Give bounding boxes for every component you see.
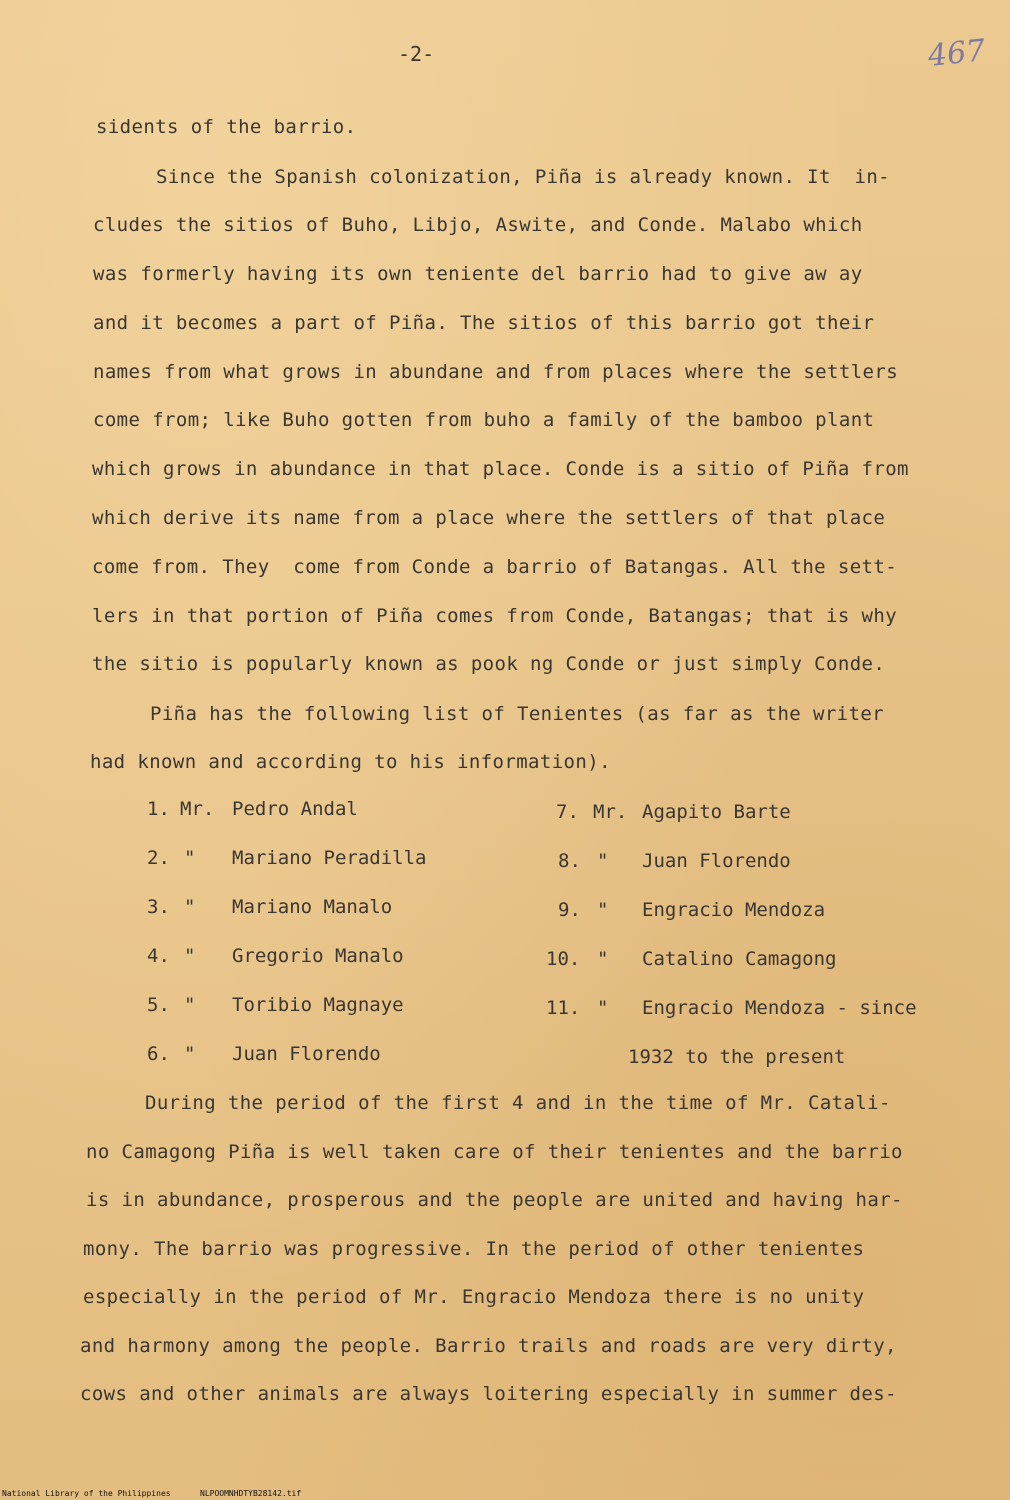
text-line: mony. The barrio was progressive. In the period of other tenientes (83, 1238, 865, 1260)
teniente-name: Mariano Manalo (232, 896, 393, 918)
teniente-number: 9. (558, 899, 581, 921)
text-line: which grows in abundance in that place. Conde is a sitio of Piña from (92, 458, 909, 480)
teniente-number: 1. (147, 798, 170, 820)
footer-institution: National Library of the Philippines (2, 1489, 171, 1498)
teniente-number: 11. (546, 997, 581, 1019)
teniente-title: " (184, 1043, 196, 1065)
footer-file-id: NLPOOMNHDTYB28142.tif (200, 1489, 302, 1498)
text-line: come from; like Buho gotten from buho a family of the bamboo plant (93, 409, 875, 431)
teniente-title: " (184, 896, 196, 918)
text-line: no Camagong Piña is well taken care of their tenientes and the barrio (86, 1141, 903, 1163)
text-line: which derive its name from a place where the settlers of that place (92, 507, 886, 529)
teniente-name: Engracio Mendoza (642, 899, 826, 921)
text-line: sidents of the barrio. (96, 116, 357, 138)
text-line: had known and according to his information). (90, 751, 611, 773)
teniente-title: " (597, 948, 609, 970)
text-line: and it becomes a part of Piña. The sitios of this barrio got their (93, 312, 875, 334)
teniente-title: " (184, 994, 196, 1016)
teniente-name: Gregorio Manalo (232, 945, 404, 967)
teniente-name: Toribio Magnaye (232, 994, 404, 1016)
text-line: and harmony among the people. Barrio trails and roads are very dirty, (80, 1335, 897, 1357)
text-line: cludes the sitios of Buho, Libjo, Aswite, and Conde. Malabo which (93, 214, 863, 236)
teniente-name: Catalino Camagong (642, 948, 837, 970)
teniente-name: Mariano Peradilla (232, 847, 427, 869)
text-line: During the period of the first 4 and in the time of Mr. Catali- (145, 1092, 891, 1114)
text-line: names from what grows in abundane and from places where the settlers (93, 361, 899, 383)
teniente-number: 4. (147, 945, 170, 967)
text-line: the sitio is popularly known as pook ng Conde or just simply Conde. (92, 653, 886, 675)
teniente-title: " (597, 850, 609, 872)
teniente-number: 7. (556, 801, 579, 823)
text-line: especially in the period of Mr. Engracio Mendoza there is no unity (83, 1286, 865, 1308)
teniente-title: " (184, 847, 196, 869)
teniente-title: Mr. (180, 798, 215, 820)
teniente-title: " (184, 945, 196, 967)
text-line: is in abundance, prosperous and the people are united and having har- (86, 1189, 903, 1211)
teniente-title: " (597, 997, 609, 1019)
teniente-number: 6. (147, 1043, 170, 1065)
text-line: cows and other animals are always loitering especially in summer des- (80, 1383, 897, 1405)
teniente-number: 2. (147, 847, 170, 869)
teniente-continuation: 1932 to the present (628, 1046, 846, 1068)
text-line: come from. They come from Conde a barrio of Batangas. All the sett- (92, 556, 898, 578)
page-number: -2- (398, 42, 435, 66)
teniente-title: " (597, 899, 609, 921)
text-line: Piña has the following list of Tenientes (as far as the writer (150, 703, 885, 725)
text-line: Since the Spanish colonization, Piña is already known. It in- (156, 166, 891, 188)
teniente-name: Pedro Andal (232, 798, 358, 820)
teniente-name: Agapito Barte (642, 801, 791, 823)
teniente-name: Engracio Mendoza - since (642, 997, 917, 1019)
teniente-number: 8. (558, 850, 581, 872)
text-line: lers in that portion of Piña comes from Conde, Batangas; that is why (92, 605, 898, 627)
folio-stamp: 467 (926, 33, 987, 74)
teniente-name: Juan Florendo (642, 850, 791, 872)
teniente-number: 5. (147, 994, 170, 1016)
teniente-name: Juan Florendo (232, 1043, 381, 1065)
teniente-number: 3. (147, 896, 170, 918)
teniente-title: Mr. (593, 801, 628, 823)
text-line: was formerly having its own teniente del barrio had to give aw ay (93, 263, 863, 285)
teniente-number: 10. (546, 948, 581, 970)
